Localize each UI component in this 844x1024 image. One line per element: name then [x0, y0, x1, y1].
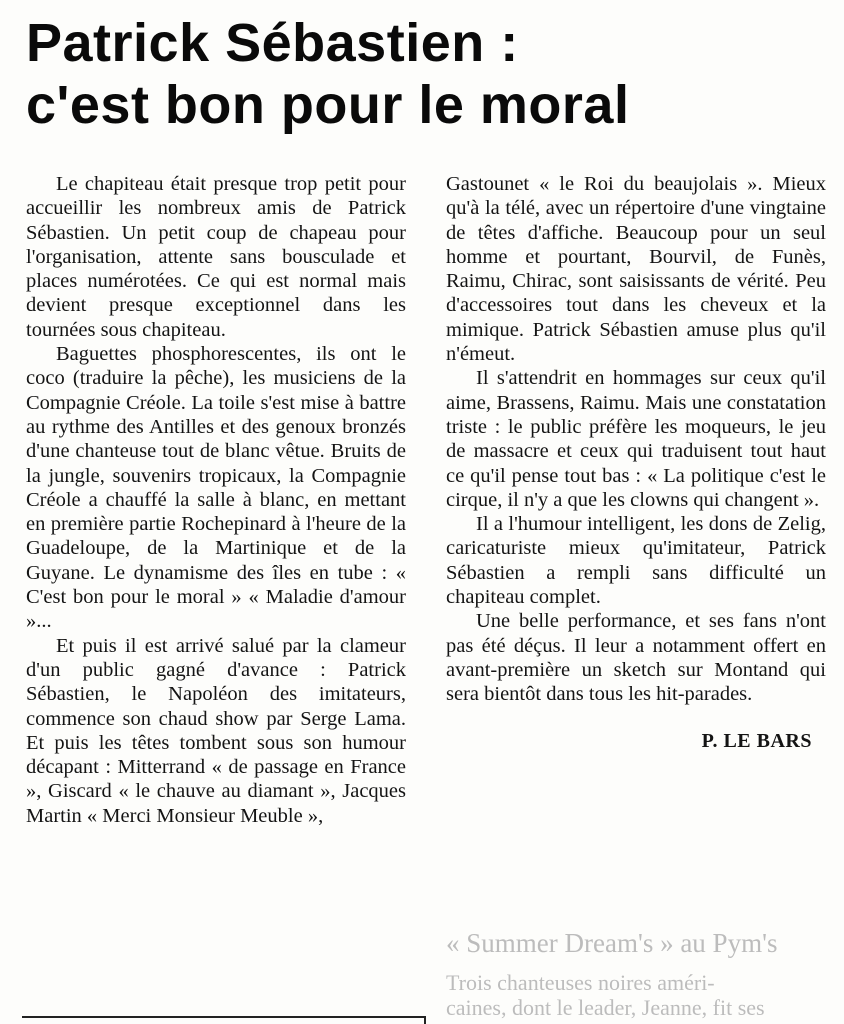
paragraph: Et puis il est arrivé salué par la clameur d'un public gagné d'avance : Patrick Sébastien, le Napoléon des imitateurs, commence son chaud show par Serge Lama. Et puis les têtes tombent sous son humour décapant : Mitterrand « de passage en France », Giscard « le chauve au diamant », Jacques Martin « Merci Monsieur Meuble »,: [26, 634, 406, 827]
paragraph: Baguettes phosphorescentes, ils ont le coco (traduire la pêche), les musiciens de la Compagnie Créole. La toile s'est mise à battre au rythme des Antilles et des genoux bronzés d'une chanteuse tout de blanc vêtue. Bruits de la jungle, souvenirs tropicaux, la Compagnie Créole a chauffé la salle à blanc, en mettant en première partie Rochepinard à l'heure de la Guadeloupe, de la Martinique et de la Guyane. Le dynamisme des îles en tube : « C'est bon pour le moral » « Maladie d'amour »...: [26, 343, 406, 633]
article-column-right: [446, 172, 826, 753]
bleed-through-title: « Summer Dream's » au Pym's: [446, 928, 778, 958]
headline-line-1: Patrick Sébastien :: [26, 13, 519, 73]
article-headline: [26, 12, 826, 136]
paragraph-continuation: Gastounet « le Roi du beaujolais ». Mieux qu'à la télé, avec un répertoire d'une vingtaine de têtes d'affiche. Beaucoup pour un seul homme et pourtant, Bourvil, de Funès, Raimu, Chirac, sont saisissants de vérité. Peu d'accessoires tout dans les cheveux et la mimique. Patrick Sébastien amuse plus qu'il n'émeut.: [446, 173, 826, 366]
paragraph: Il s'attendrit en hommages sur ceux qu'il aime, Brassens, Raimu. Mais une constatation triste : le public préfère les moqueurs, le jeu de massacre et ceux qui traduisent tout haut ce qu'il pense tout bas : « La politique c'est le cirque, il n'y a que les clowns qui changent ».: [446, 367, 826, 511]
article-column-left: [26, 172, 406, 828]
headline-line-2: c'est bon pour le moral: [26, 75, 630, 135]
bottom-rule-corner: [424, 1016, 426, 1024]
paragraph: Le chapiteau était presque trop petit pour accueillir les nombreux amis de Patrick Sébastien. Un petit coup de chapeau pour l'organisation, attente sans bousculade et places numérotées. Ce qui est normal mais devient presque exceptionnel dans les tournées sous chapiteau.: [26, 173, 406, 341]
bleed-through-line: Trois chanteuses noires améri-: [446, 970, 715, 995]
paragraph: Il a l'humour intelligent, les dons de Zelig, caricaturiste mieux qu'imitateur, Patrick Sébastien a rempli sans difficulté un chapiteau complet.: [446, 513, 826, 609]
author-byline: P. LE BARS: [701, 729, 812, 752]
bleed-through-line: caines, dont le leader, Jeanne, fit ses: [446, 995, 765, 1020]
paragraph: Une belle performance, et ses fans n'ont pas été déçus. Il leur a notamment offert en avant-première un sketch sur Montand qui sera bientôt dans tous les hit-parades.: [446, 610, 826, 706]
bottom-rule: [22, 1016, 426, 1018]
